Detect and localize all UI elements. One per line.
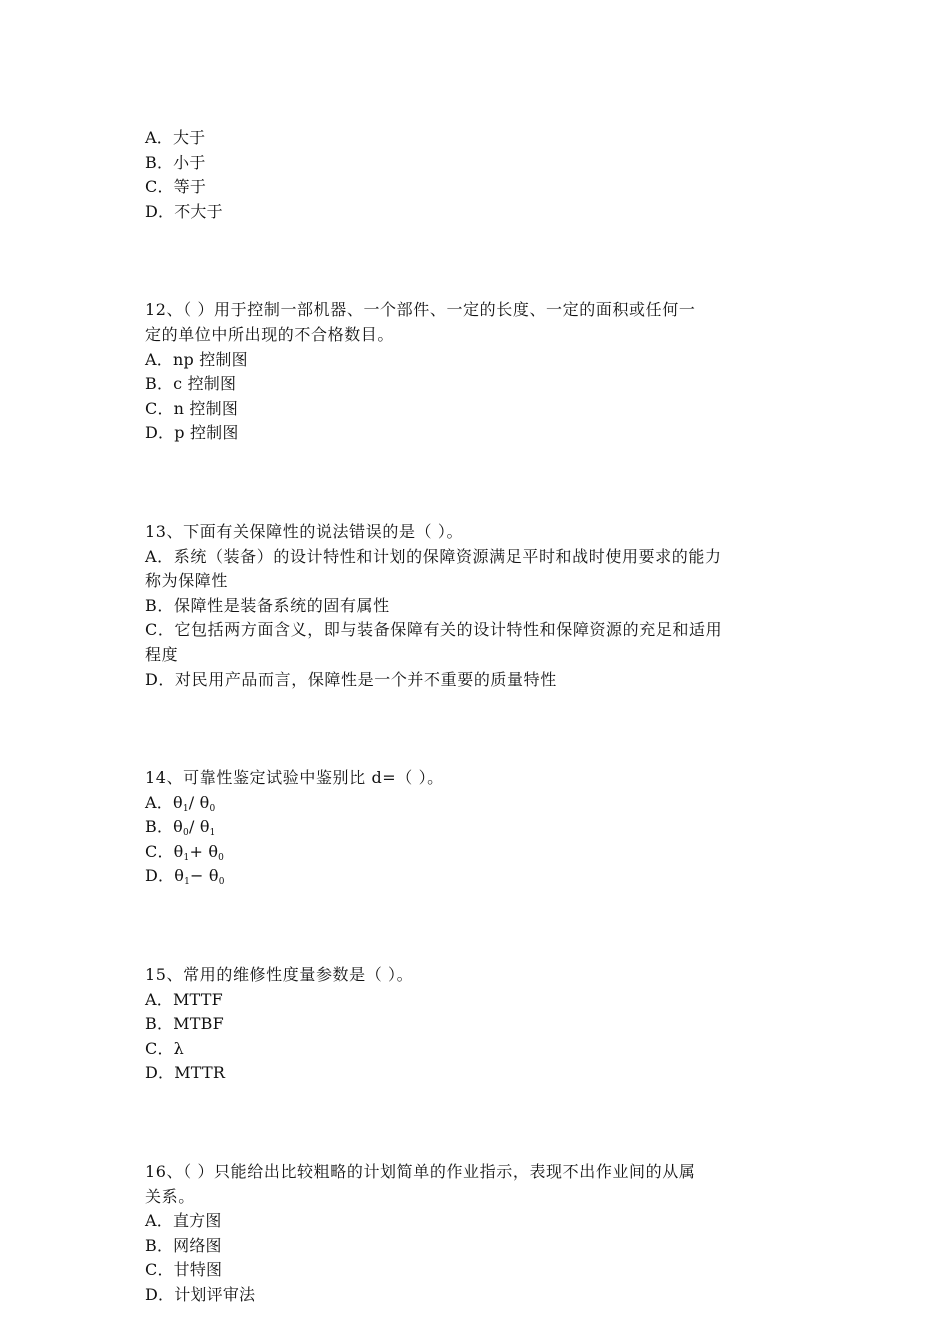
theta-symbol: θ bbox=[173, 841, 184, 861]
question-16-stem-line1: 16、（ ）只能给出比较粗略的计划简单的作业指示，表现不出作业间的从属 bbox=[145, 1162, 696, 1182]
question-12-stem-line1: 12、（ ）用于控制一部机器、一个部件、一定的长度、一定的面积或任何一 bbox=[145, 300, 696, 320]
question-13-stem: 13、下面有关保障性的说法错误的是（ ）。 bbox=[145, 521, 464, 541]
option-b: B．保障性是装备系统的固有属性 bbox=[145, 595, 390, 615]
option-c: C．n 控制图 bbox=[145, 398, 239, 418]
theta-symbol: θ bbox=[172, 792, 183, 812]
question-11-options bbox=[145, 126, 810, 224]
option-b bbox=[145, 815, 810, 840]
question-15 bbox=[145, 963, 810, 1086]
question-12-stem-line2: 定的单位中所出现的不合格数目。 bbox=[145, 324, 395, 344]
subscript: 0 bbox=[218, 852, 225, 863]
option-c bbox=[145, 840, 810, 865]
option-a: A．MTTF bbox=[145, 989, 223, 1009]
option-a-prefix: A． bbox=[145, 792, 173, 812]
subscript: 0 bbox=[209, 803, 216, 814]
question-15-stem: 15、常用的维修性度量参数是（ ）。 bbox=[145, 965, 414, 985]
subscript: 0 bbox=[218, 877, 225, 888]
question-16-stem-line2: 关系。 bbox=[145, 1186, 195, 1206]
option-c-line2: 程度 bbox=[145, 644, 179, 664]
option-d-prefix: D． bbox=[145, 866, 175, 886]
subscript: 0 bbox=[183, 828, 189, 839]
option-b: B．MTBF bbox=[145, 1014, 224, 1034]
operator: / θ bbox=[188, 817, 210, 837]
option-a-line2: 称为保障性 bbox=[145, 571, 229, 591]
option-d: D．计划评审法 bbox=[145, 1285, 256, 1304]
theta-symbol: θ bbox=[173, 817, 184, 837]
option-d: D．p 控制图 bbox=[145, 423, 239, 443]
theta-symbol: θ bbox=[174, 866, 185, 886]
option-d: D．不大于 bbox=[145, 201, 223, 221]
subscript: 1 bbox=[183, 852, 190, 863]
document-page bbox=[145, 126, 810, 1308]
option-c-prefix: C． bbox=[145, 841, 174, 861]
question-16 bbox=[145, 1160, 810, 1308]
operator: − θ bbox=[190, 866, 219, 886]
option-a-line1: A．系统（装备）的设计特性和计划的保障资源满足平时和战时使用要求的能力 bbox=[145, 546, 722, 566]
operator: + θ bbox=[189, 841, 219, 861]
option-a: A．大于 bbox=[145, 128, 206, 147]
option-c: C．等于 bbox=[145, 177, 207, 197]
subscript: 1 bbox=[184, 877, 191, 888]
option-b-prefix: B． bbox=[145, 817, 174, 837]
option-c: C．λ bbox=[145, 1038, 184, 1058]
operator: / θ bbox=[188, 792, 210, 812]
question-14 bbox=[145, 766, 810, 889]
option-d bbox=[145, 864, 810, 889]
subscript: 1 bbox=[182, 803, 189, 814]
question-14-stem: 14、可靠性鉴定试验中鉴别比 d=（ ）。 bbox=[145, 768, 444, 788]
option-d: D．对民用产品而言，保障性是一个并不重要的质量特性 bbox=[145, 669, 557, 689]
question-12 bbox=[145, 298, 810, 446]
option-b: B．小于 bbox=[145, 152, 206, 172]
option-c: C．甘特图 bbox=[145, 1260, 223, 1280]
option-b: B．网络图 bbox=[145, 1235, 222, 1255]
option-d: D．MTTR bbox=[145, 1063, 226, 1083]
question-13 bbox=[145, 520, 810, 692]
option-c-line1: C．它包括两方面含义，即与装备保障有关的设计特性和保障资源的充足和适用 bbox=[145, 620, 723, 640]
option-a: A．np 控制图 bbox=[145, 349, 248, 369]
subscript: 1 bbox=[209, 828, 216, 839]
option-b: B．c 控制图 bbox=[145, 374, 237, 394]
option-a: A．直方图 bbox=[145, 1211, 222, 1231]
option-a bbox=[145, 791, 810, 816]
